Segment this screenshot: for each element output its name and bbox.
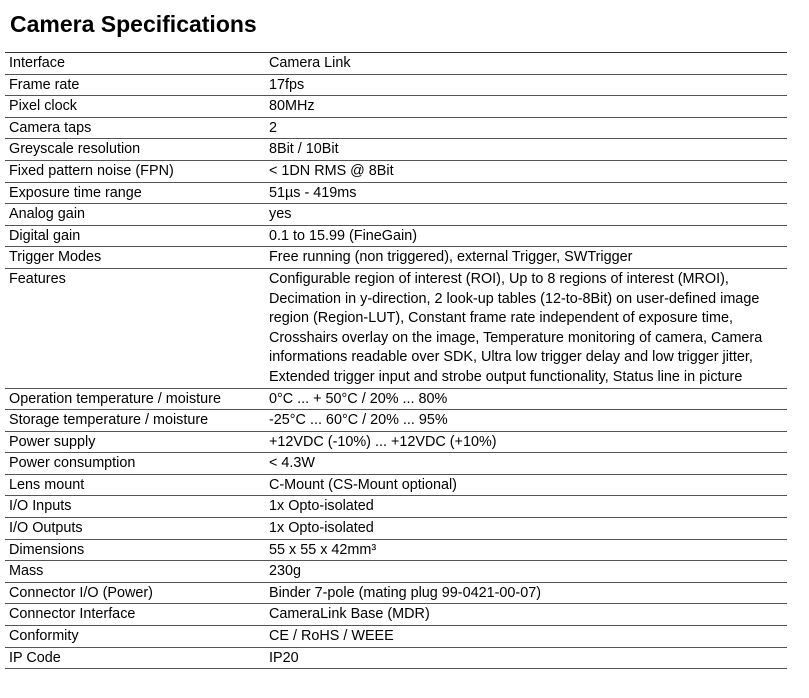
spec-label: Connector Interface bbox=[5, 604, 265, 626]
spec-label: Storage temperature / moisture bbox=[5, 410, 265, 432]
spec-value: 8Bit / 10Bit bbox=[265, 139, 787, 161]
spec-label: Mass bbox=[5, 561, 265, 583]
table-row bbox=[5, 539, 787, 561]
spec-label: Camera taps bbox=[5, 117, 265, 139]
spec-value: < 1DN RMS @ 8Bit bbox=[265, 160, 787, 182]
table-row bbox=[5, 247, 787, 269]
table-row bbox=[5, 225, 787, 247]
spec-value: -25°C ... 60°C / 20% ... 95% bbox=[265, 410, 787, 432]
spec-value: IP20 bbox=[265, 647, 787, 669]
spec-label: Dimensions bbox=[5, 539, 265, 561]
spec-label: Connector I/O (Power) bbox=[5, 582, 265, 604]
spec-label: Trigger Modes bbox=[5, 247, 265, 269]
table-row bbox=[5, 117, 787, 139]
spec-label: Power consumption bbox=[5, 453, 265, 475]
spec-label: Greyscale resolution bbox=[5, 139, 265, 161]
spec-table bbox=[5, 52, 787, 669]
table-row bbox=[5, 388, 787, 410]
table-row bbox=[5, 518, 787, 540]
table-row bbox=[5, 53, 787, 75]
spec-value: 1x Opto-isolated bbox=[265, 518, 787, 540]
table-row bbox=[5, 96, 787, 118]
table-row bbox=[5, 604, 787, 626]
table-row bbox=[5, 474, 787, 496]
spec-value: < 4.3W bbox=[265, 453, 787, 475]
table-row bbox=[5, 626, 787, 648]
spec-value: 0°C ... + 50°C / 20% ... 80% bbox=[265, 388, 787, 410]
spec-label: I/O Inputs bbox=[5, 496, 265, 518]
spec-value: Binder 7-pole (mating plug 99-0421-00-07) bbox=[265, 582, 787, 604]
spec-value: 230g bbox=[265, 561, 787, 583]
spec-value: 17fps bbox=[265, 74, 787, 96]
spec-value: 0.1 to 15.99 (FineGain) bbox=[265, 225, 787, 247]
spec-label: Features bbox=[5, 268, 265, 388]
spec-value: yes bbox=[265, 204, 787, 226]
table-row bbox=[5, 204, 787, 226]
spec-value: 1x Opto-isolated bbox=[265, 496, 787, 518]
spec-label: Power supply bbox=[5, 431, 265, 453]
table-row bbox=[5, 431, 787, 453]
table-row bbox=[5, 561, 787, 583]
table-row bbox=[5, 160, 787, 182]
spec-value: +12VDC (-10%) ... +12VDC (+10%) bbox=[265, 431, 787, 453]
spec-label: Digital gain bbox=[5, 225, 265, 247]
spec-label: Pixel clock bbox=[5, 96, 265, 118]
spec-value: Camera Link bbox=[265, 53, 787, 75]
table-row bbox=[5, 496, 787, 518]
spec-label: Operation temperature / moisture bbox=[5, 388, 265, 410]
spec-value: C-Mount (CS-Mount optional) bbox=[265, 474, 787, 496]
spec-label: Interface bbox=[5, 53, 265, 75]
spec-value: CameraLink Base (MDR) bbox=[265, 604, 787, 626]
spec-label: Lens mount bbox=[5, 474, 265, 496]
spec-label: Exposure time range bbox=[5, 182, 265, 204]
spec-label: Conformity bbox=[5, 626, 265, 648]
table-row bbox=[5, 182, 787, 204]
table-row bbox=[5, 74, 787, 96]
page-title: Camera Specifications bbox=[10, 11, 257, 37]
spec-label: Analog gain bbox=[5, 204, 265, 226]
table-row bbox=[5, 453, 787, 475]
table-row bbox=[5, 410, 787, 432]
table-row bbox=[5, 268, 787, 388]
spec-value: 2 bbox=[265, 117, 787, 139]
spec-value: 51µs - 419ms bbox=[265, 182, 787, 204]
spec-value: 55 x 55 x 42mm³ bbox=[265, 539, 787, 561]
spec-label: I/O Outputs bbox=[5, 518, 265, 540]
spec-label: IP Code bbox=[5, 647, 265, 669]
spec-value: Configurable region of interest (ROI), Up to 8 regions of interest (MROI), Decimation in y-direction, 2 look-up tables (12-to-8Bit) on user-defined image region (Region-LUT), Constant frame rate independent of exposure time, Crosshairs overlay on the image, Temperature monitoring of camera, Camera informations readable over SDK, Ultra low trigger delay and low trigger jitter, Extended trigger input and strobe output functionality, Status line in picture bbox=[265, 268, 787, 388]
table-row bbox=[5, 647, 787, 669]
spec-label: Fixed pattern noise (FPN) bbox=[5, 160, 265, 182]
table-row bbox=[5, 582, 787, 604]
spec-value: Free running (non triggered), external Trigger, SWTrigger bbox=[265, 247, 787, 269]
table-row bbox=[5, 139, 787, 161]
spec-label: Frame rate bbox=[5, 74, 265, 96]
spec-value: CE / RoHS / WEEE bbox=[265, 626, 787, 648]
spec-value: 80MHz bbox=[265, 96, 787, 118]
